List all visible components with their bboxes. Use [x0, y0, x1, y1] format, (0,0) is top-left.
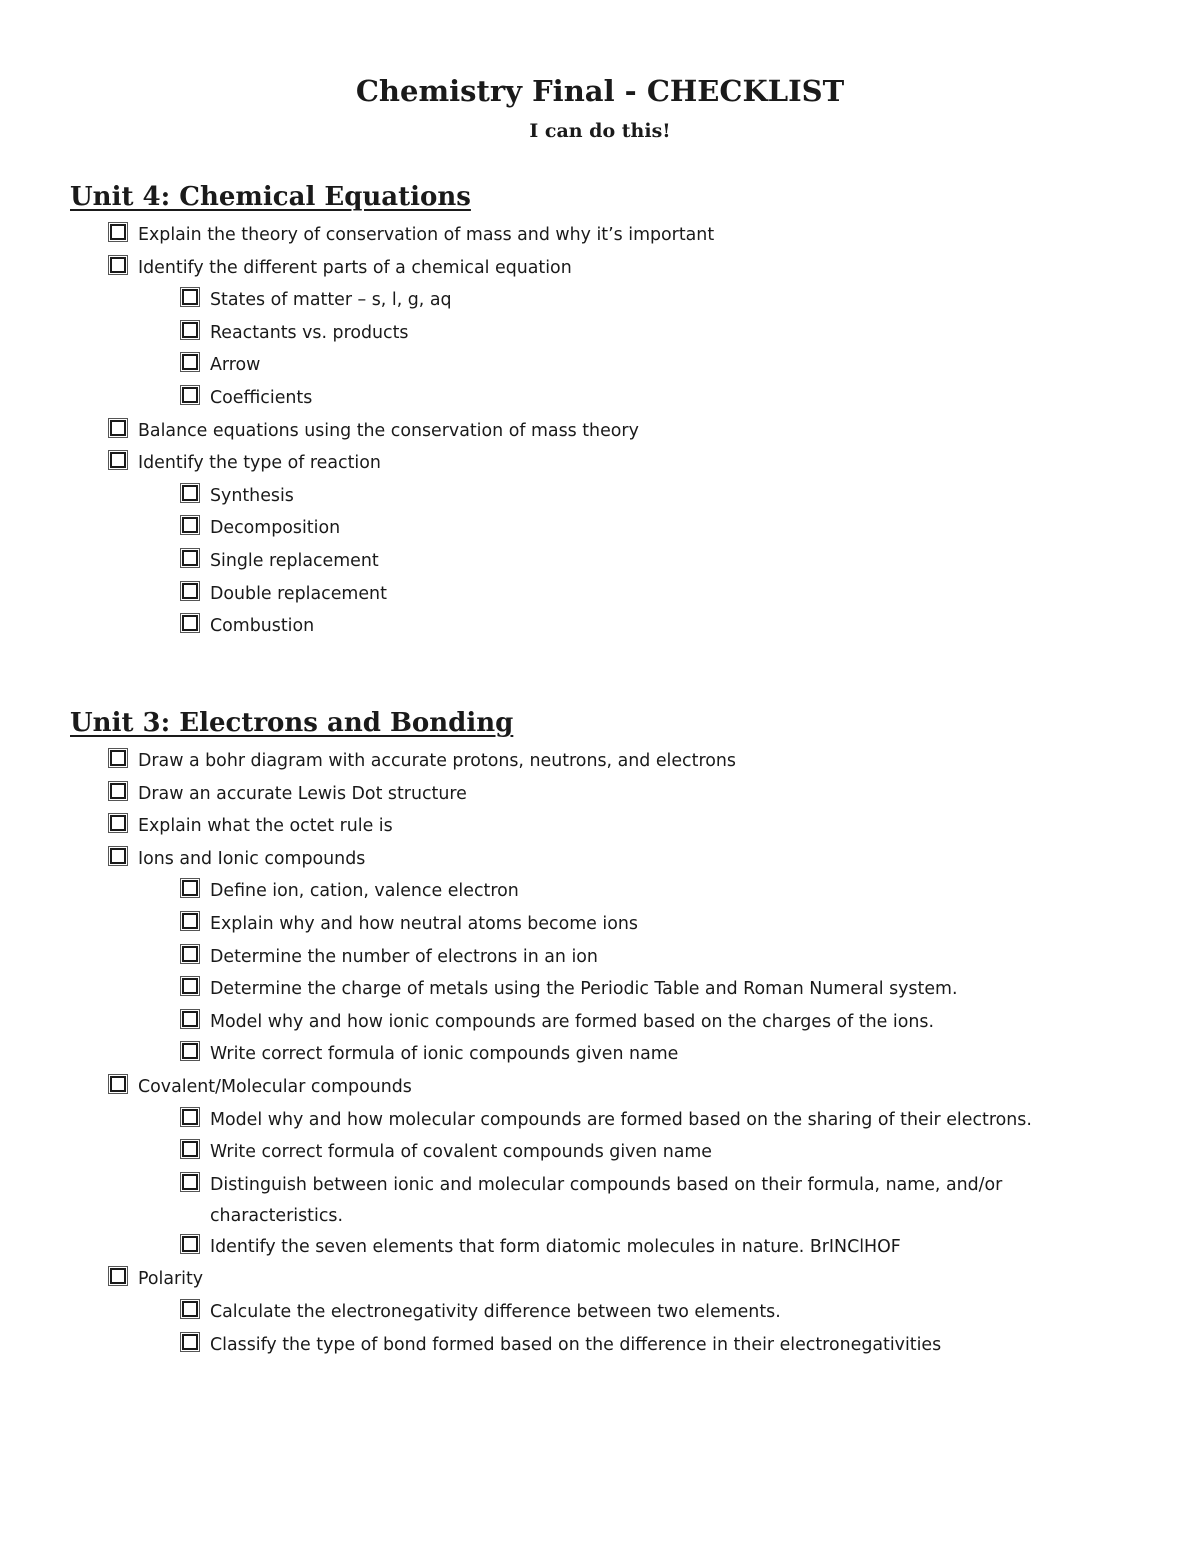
checklist-item-text: Draw a bohr diagram with accurate protons, neutrons, and electrons [138, 751, 736, 771]
checklist-item-text: Polarity [138, 1269, 204, 1290]
checklist-subitem [0, 1137, 1200, 1170]
checklist-item-text: Covalent/Molecular compounds [138, 1076, 412, 1097]
checklist-item-text: Calculate the electronegativity difference between two elements. [210, 1301, 781, 1322]
checklist-subitem [0, 285, 1200, 318]
checklist-item-text: Balance equations using the conservation of mass theory [138, 420, 639, 441]
checklist-subitem [0, 546, 1200, 579]
checklist-item-text: Explain the theory of conservation of mass and why it’s important [138, 225, 715, 245]
checkbox[interactable] [110, 848, 126, 864]
checklist-item-text: Determine the number of electrons in an ion [210, 946, 598, 967]
checkbox[interactable] [110, 224, 126, 240]
checkbox[interactable] [182, 1301, 198, 1317]
checklist-item-text: Combustion [210, 616, 315, 637]
checklist-subitem [0, 1105, 1200, 1138]
checklist-item-text: Distinguish between ionic and molecular compounds based on their formula, name, and/or characteristics. [210, 1174, 1003, 1226]
checkbox[interactable] [182, 615, 198, 631]
checklist-item [0, 746, 1200, 779]
checkbox[interactable] [110, 257, 126, 273]
checklist-subitem [0, 383, 1200, 416]
checklist-item [0, 416, 1200, 449]
checklist-subitem [0, 974, 1200, 1007]
checklist-item-text: Explain what the octet rule is [138, 816, 393, 837]
checklist-item-text: Write correct formula of ionic compounds given name [210, 1044, 679, 1065]
checkbox[interactable] [182, 583, 198, 599]
checklist-subitem [0, 513, 1200, 546]
checklist-subitem [0, 350, 1200, 383]
checkbox[interactable] [182, 946, 198, 962]
checklist-item-text: Identify the type of reaction [138, 453, 381, 474]
checklist-item-text: Decomposition [210, 518, 341, 539]
checkbox[interactable] [182, 1043, 198, 1059]
checklist-item [0, 448, 1200, 481]
checklist-item-text: Model why and how molecular compounds are formed based on the sharing of their electrons. [210, 1109, 1032, 1130]
checklist-subitem [0, 1007, 1200, 1040]
checklist-subitem [0, 579, 1200, 612]
checkbox[interactable] [182, 485, 198, 501]
checkbox[interactable] [182, 289, 198, 305]
checklist-item-text: Define ion, cation, valence electron [210, 881, 519, 902]
checklist-subitem [0, 611, 1200, 644]
checklist-item [0, 220, 1200, 253]
checkbox[interactable] [110, 750, 126, 766]
checkbox[interactable] [182, 550, 198, 566]
document-subtitle: I can do this! [529, 120, 671, 142]
checklist-item-text: Ions and Ionic compounds [138, 848, 366, 869]
checkbox[interactable] [110, 815, 126, 831]
checkbox[interactable] [182, 354, 198, 370]
checkbox[interactable] [110, 783, 126, 799]
checklist-item-text: Coefficients [210, 387, 313, 408]
checklist [0, 746, 1200, 1362]
document-title: Chemistry Final - CHECKLIST [355, 74, 845, 108]
checkbox[interactable] [110, 1268, 126, 1284]
checklist-item-text: Determine the charge of metals using the Periodic Table and Roman Numeral system. [210, 979, 958, 1000]
checkbox[interactable] [182, 517, 198, 533]
checklist-item-text: States of matter – s, l, g, aq [210, 290, 452, 311]
checklist-subitem [0, 1170, 1200, 1232]
checkbox[interactable] [110, 452, 126, 468]
checklist-item-text: Double replacement [210, 583, 387, 604]
checklist-item [0, 844, 1200, 877]
checkbox[interactable] [182, 913, 198, 929]
checkbox[interactable] [182, 1011, 198, 1027]
checklist-subitem [0, 1039, 1200, 1072]
section-heading: Unit 4: Chemical Equations [70, 182, 471, 212]
checkbox[interactable] [182, 387, 198, 403]
checklist-item-text: Single replacement [210, 550, 379, 571]
checklist-subitem [0, 1330, 1200, 1363]
checklist [0, 220, 1200, 644]
checklist-item-text: Synthesis [210, 485, 294, 506]
checklist-subitem [0, 1297, 1200, 1330]
checklist-item-text: Reactants vs. products [210, 322, 409, 343]
checklist-subitem [0, 1232, 1200, 1265]
checklist-item-text: Write correct formula of covalent compounds given name [210, 1142, 713, 1163]
checklist-item [0, 253, 1200, 286]
checklist-item-text: Identify the seven elements that form diatomic molecules in nature. BrINClHOF [210, 1236, 901, 1257]
checkbox[interactable] [182, 322, 198, 338]
checklist-subitem [0, 481, 1200, 514]
checkbox[interactable] [182, 1334, 198, 1350]
checkbox[interactable] [182, 1174, 198, 1190]
checklist-item-text: Draw an accurate Lewis Dot structure [138, 783, 467, 804]
checklist-item-text: Arrow [210, 355, 261, 376]
checklist-item [0, 811, 1200, 844]
checklist-item-text: Identify the different parts of a chemical equation [138, 257, 572, 278]
checklist-item-text: Explain why and how neutral atoms become ions [210, 913, 638, 934]
checkbox[interactable] [182, 1141, 198, 1157]
checkbox[interactable] [110, 420, 126, 436]
checklist-item [0, 1072, 1200, 1105]
checklist-item-text: Classify the type of bond formed based on the difference in their electronegativities [210, 1334, 942, 1355]
checkbox[interactable] [182, 978, 198, 994]
checkbox[interactable] [110, 1076, 126, 1092]
checklist-item [0, 779, 1200, 812]
checkbox[interactable] [182, 1109, 198, 1125]
checklist-subitem [0, 318, 1200, 351]
checklist-subitem [0, 909, 1200, 942]
checklist-item-text: Model why and how ionic compounds are formed based on the charges of the ions. [210, 1011, 934, 1032]
checkbox[interactable] [182, 1236, 198, 1252]
checklist-subitem [0, 876, 1200, 909]
checklist-subitem [0, 942, 1200, 975]
section-heading: Unit 3: Electrons and Bonding [70, 708, 514, 738]
checklist-item [0, 1264, 1200, 1297]
checkbox[interactable] [182, 880, 198, 896]
